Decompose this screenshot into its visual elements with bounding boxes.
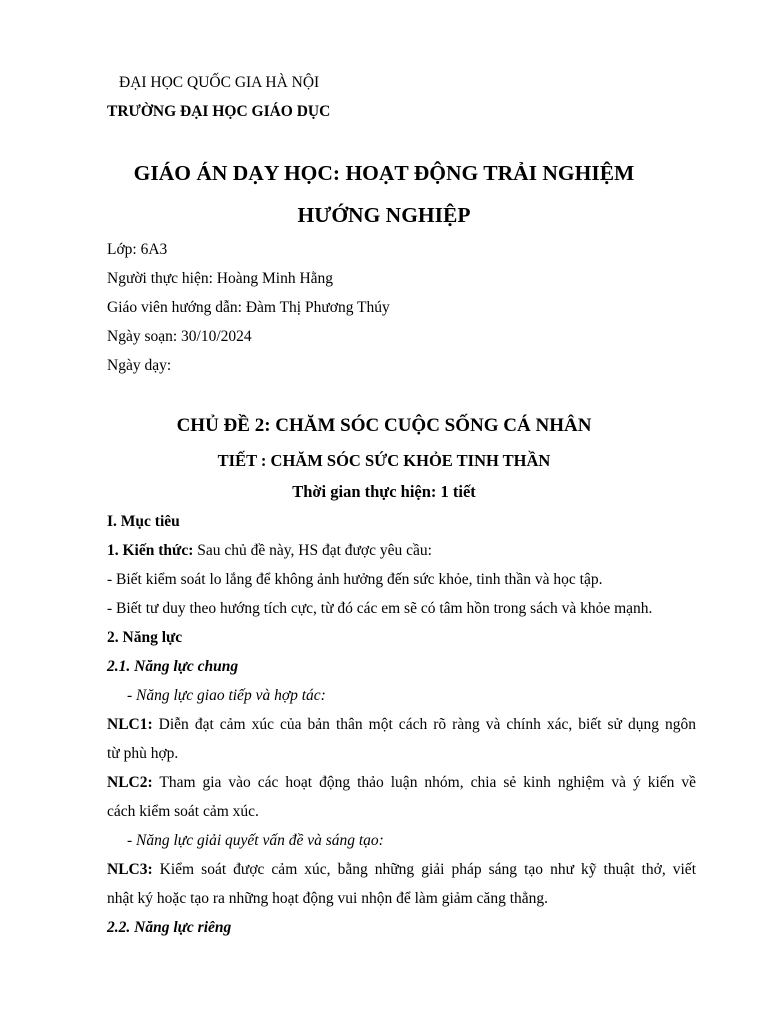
lesson-title: TIẾT : CHĂM SÓC SỨC KHỎE TINH THẦN: [217, 451, 551, 470]
nlc3-label: NLC3:: [107, 861, 153, 878]
nlc2-label: NLC2:: [107, 774, 153, 791]
general-competence-heading: 2.1. Năng lực chung: [107, 658, 239, 675]
nlc3-line-2: nhật ký hoặc tạo ra những hoạt động vui nhộn để làm giảm căng thẳng.: [107, 890, 549, 907]
title-line-2: HƯỚNG NGHIỆP: [297, 203, 471, 227]
nlc2-line-2: cách kiểm soát cảm xúc.: [107, 803, 259, 820]
nlc3-text-1: Kiểm soát được cảm xúc, bằng những giải pháp sáng tạo như kỹ thuật thở, viết: [152, 861, 696, 878]
knowledge-text: Sau chủ đề này, HS đạt được yêu cầu:: [193, 542, 432, 559]
info-prep-date: Ngày soạn: 30/10/2024: [107, 328, 252, 345]
competence-heading: 2. Năng lực: [107, 629, 183, 646]
objectives-heading: I. Mục tiêu: [107, 513, 180, 530]
nlc1-label: NLC1:: [107, 716, 153, 733]
nlc3-line-1: [107, 860, 696, 880]
school-name: TRƯỜNG ĐẠI HỌC GIÁO DỤC: [107, 103, 331, 120]
university-name: ĐẠI HỌC QUỐC GIA HÀ NỘI: [119, 74, 320, 91]
nlc1-text-1: Diễn đạt cảm xúc của bản thân một cách rõ ràng và chính xác, biết sử dụng ngôn: [152, 716, 696, 733]
title-line-1: GIÁO ÁN DẠY HỌC: HOẠT ĐỘNG TRẢI NGHIỆM: [133, 161, 635, 185]
info-teach-date: Ngày dạy:: [107, 357, 172, 374]
nlc1-line-1: [107, 715, 696, 735]
knowledge-bullet-2: - Biết tư duy theo hướng tích cực, từ đó các em sẽ có tâm hồn trong sách và khỏe mạnh.: [107, 600, 653, 617]
nlc1-line-2: từ phù hợp.: [107, 745, 179, 762]
nlc2-line-1: [107, 773, 696, 793]
info-supervisor: Giáo viên hướng dẫn: Đàm Thị Phương Thúy: [107, 299, 390, 316]
communication-subheading: - Năng lực giao tiếp và hợp tác:: [127, 687, 326, 704]
problem-solving-subheading: - Năng lực giải quyết vấn đề và sáng tạo:: [127, 832, 384, 849]
topic-title: CHỦ ĐỀ 2: CHĂM SÓC CUỘC SỐNG CÁ NHÂN: [176, 415, 592, 436]
knowledge-bullet-1: - Biết kiểm soát lo lắng để không ảnh hưởng đến sức khỏe, tinh thần và học tập.: [107, 571, 603, 588]
knowledge-line: [107, 541, 696, 561]
info-class: Lớp: 6A3: [107, 241, 168, 258]
nlc2-text-1: Tham gia vào các hoạt động thảo luận nhóm, chia sẻ kinh nghiệm và ý kiến về: [152, 774, 696, 791]
specific-competence-heading: 2.2. Năng lực riêng: [107, 919, 232, 936]
info-performer: Người thực hiện: Hoàng Minh Hằng: [107, 270, 334, 287]
knowledge-label: 1. Kiến thức:: [107, 542, 194, 559]
lesson-duration: Thời gian thực hiện: 1 tiết: [292, 482, 476, 501]
